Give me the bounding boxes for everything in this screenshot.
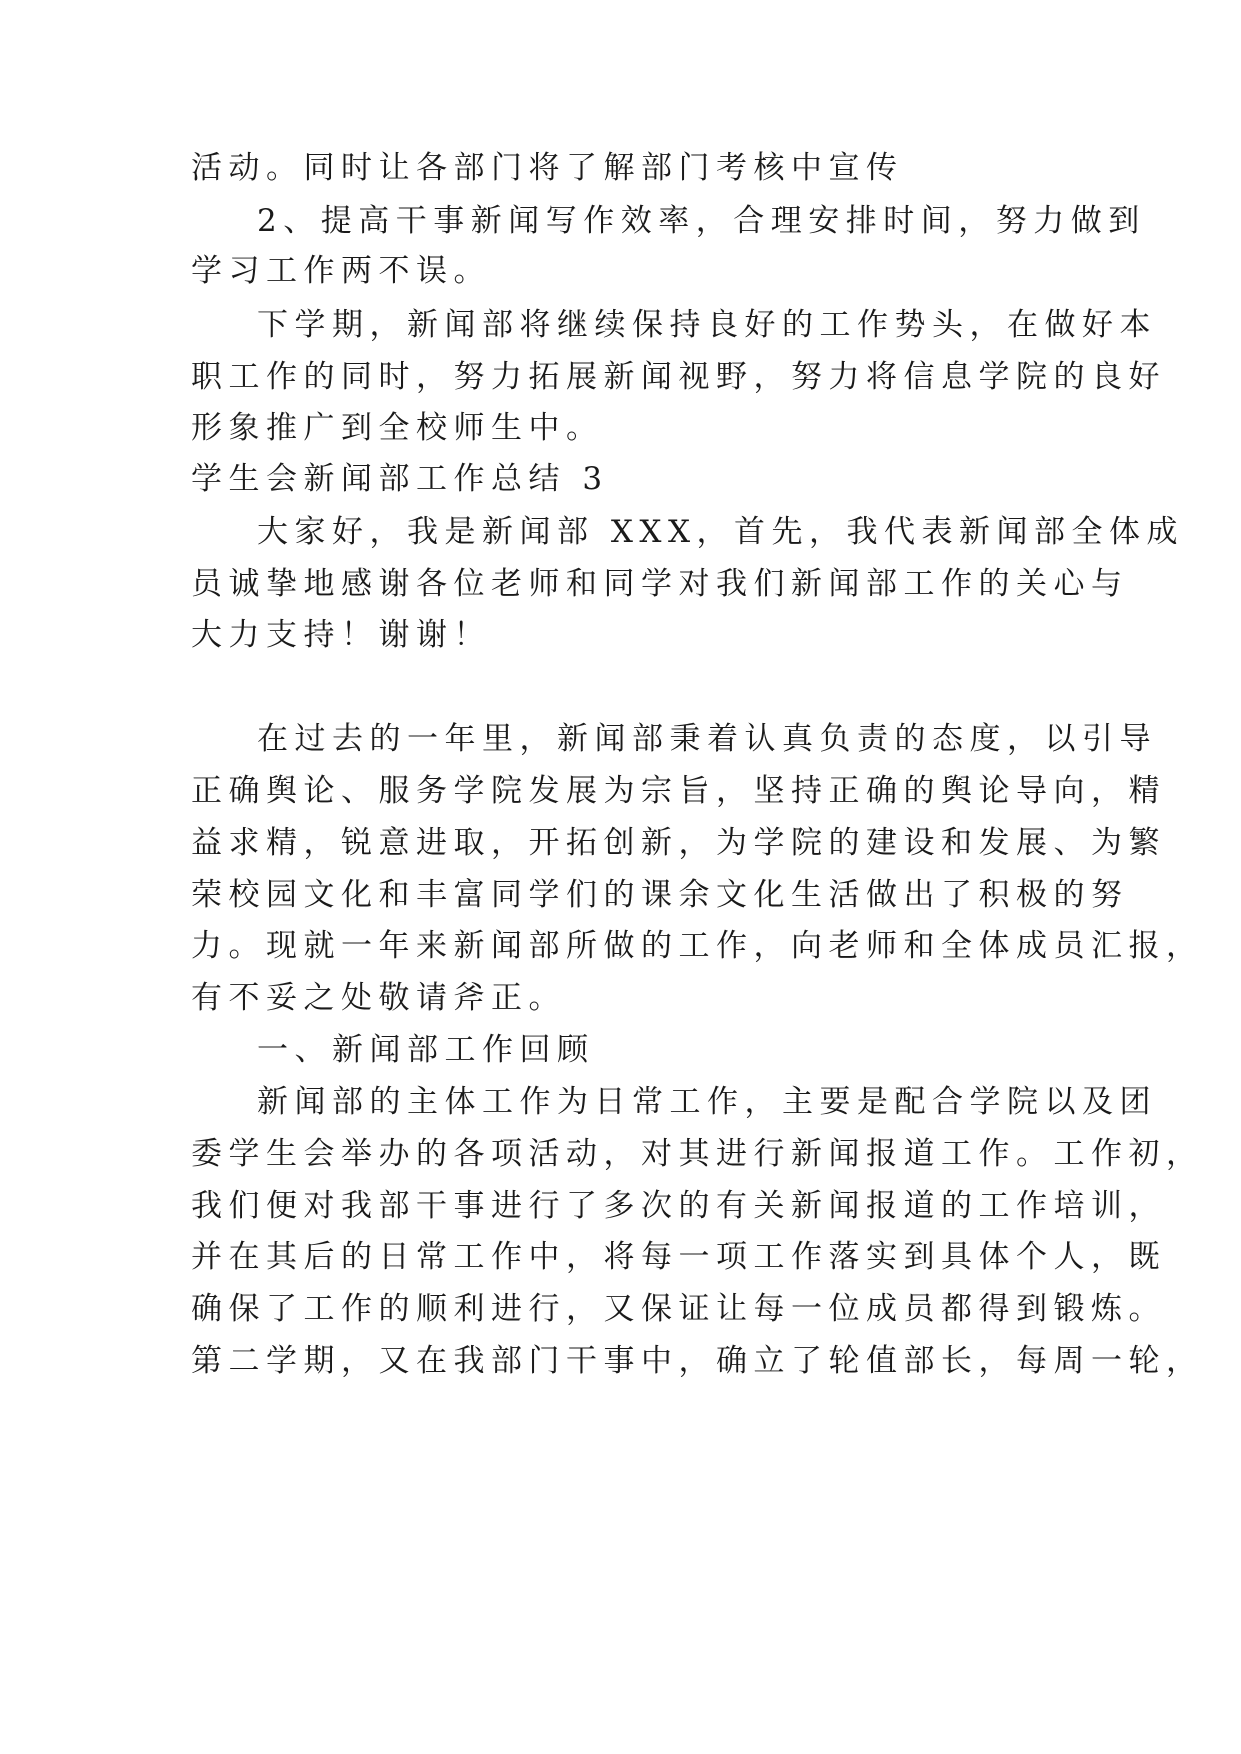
section-heading: 学生会新闻部工作总结 3 [191,461,609,497]
subheading: 一、新闻部工作回顾 [257,1032,595,1068]
text-line: 活动。同时让各部门将了解部门考核中宣传 [191,150,904,186]
text-line: 力。现就一年来新闻部所做的工作，向老师和全体成员汇报， [191,928,1204,964]
text-line: 在过去的一年里，新闻部秉着认真负责的态度，以引导 [257,721,1157,757]
text-line: 确保了工作的顺利进行，又保证让每一位成员都得到锻炼。 [191,1291,1166,1327]
text-line: 大力支持！谢谢！ [191,617,491,653]
text-line: 下学期，新闻部将继续保持良好的工作势头，在做好本 [257,307,1157,343]
text-line: 2、提高干事新闻写作效率，合理安排时间，努力做到 [257,203,1146,239]
text-line: 委学生会举办的各项活动，对其进行新闻报道工作。工作初， [191,1136,1204,1172]
text-line: 员诚挚地感谢各位老师和同学对我们新闻部工作的关心与 [191,566,1129,602]
text-line: 正确舆论、服务学院发展为宗旨，坚持正确的舆论导向，精 [191,773,1166,809]
text-line: 益求精，锐意进取，开拓创新，为学院的建设和发展、为繁 [191,825,1166,861]
text-line: 大家好，我是新闻部 XXX，首先，我代表新闻部全体成 [257,514,1185,550]
text-line: 新闻部的主体工作为日常工作，主要是配合学院以及团 [257,1084,1157,1120]
text-line: 第二学期，又在我部门干事中，确立了轮值部长，每周一轮， [191,1343,1204,1379]
text-line: 形象推广到全校师生中。 [191,410,604,446]
text-line: 学习工作两不误。 [191,253,491,289]
text-line: 我们便对我部干事进行了多次的有关新闻报道的工作培训， [191,1188,1166,1224]
text-line: 职工作的同时，努力拓展新闻视野，努力将信息学院的良好 [191,359,1166,395]
text-line: 有不妥之处敬请斧正。 [191,980,566,1016]
text-line: 荣校园文化和丰富同学们的课余文化生活做出了积极的努 [191,877,1129,913]
text-line: 并在其后的日常工作中，将每一项工作落实到具体个人，既 [191,1239,1166,1275]
